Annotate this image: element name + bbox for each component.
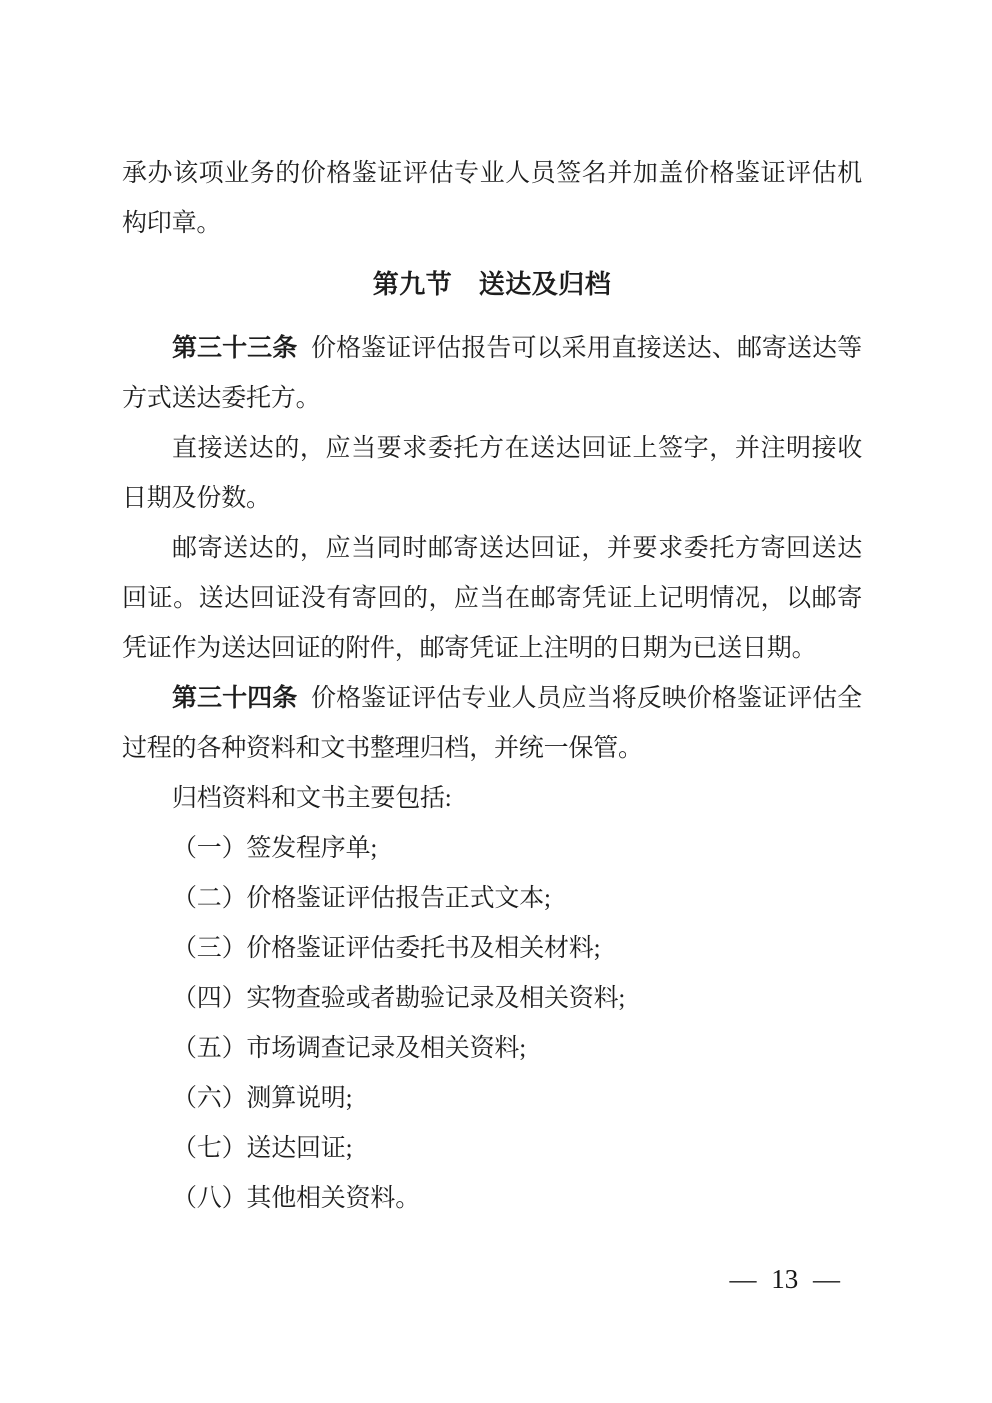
document-content — [122, 149, 862, 1224]
article-34 — [122, 674, 862, 774]
article-33 — [122, 324, 862, 424]
paragraph-direct-delivery: 直接送达的，应当要求委托方在送达回证上签字，并注明接收日期及份数。 — [122, 435, 862, 512]
article-34-text: 价格鉴证评估专业人员应当将反映价格鉴证评估全过程的各种资料和文书整理归档，并统一保管。 — [122, 685, 862, 762]
archive-item-5: （五）市场调查记录及相关资料; — [172, 1035, 526, 1062]
article-34-number: 第三十四条 — [172, 685, 298, 712]
archive-item-3: （三）价格鉴证评估委托书及相关材料; — [172, 935, 601, 962]
archive-intro: 归档资料和文书主要包括: — [172, 785, 452, 812]
archive-item-6: （六）测算说明; — [172, 1085, 353, 1112]
archive-item-2: （二）价格鉴证评估报告正式文本; — [172, 885, 551, 912]
article-33-text: 价格鉴证评估报告可以采用直接送达、邮寄送达等方式送达委托方。 — [122, 335, 862, 412]
page-number: — 13 — — [729, 1264, 840, 1294]
archive-item-7: （七）送达回证; — [172, 1135, 353, 1162]
paragraph-mail-delivery: 邮寄送达的，应当同时邮寄送达回证，并要求委托方寄回送达回证。送达回证没有寄回的，应当在邮寄凭证上记明情况，以邮寄凭证作为送达回证的附件，邮寄凭证上注明的日期为已送日期。 — [122, 535, 862, 662]
section-heading: 第九节 送达及归档 — [372, 270, 612, 299]
archive-item-4: （四）实物查验或者勘验记录及相关资料; — [172, 985, 626, 1012]
paragraph-continuation: 承办该项业务的价格鉴证评估专业人员签名并加盖价格鉴证评估机构印章。 — [122, 160, 862, 237]
article-33-number: 第三十三条 — [172, 335, 298, 362]
archive-item-8: （八）其他相关资料。 — [172, 1185, 421, 1212]
archive-item-1: （一）签发程序单; — [172, 835, 378, 862]
